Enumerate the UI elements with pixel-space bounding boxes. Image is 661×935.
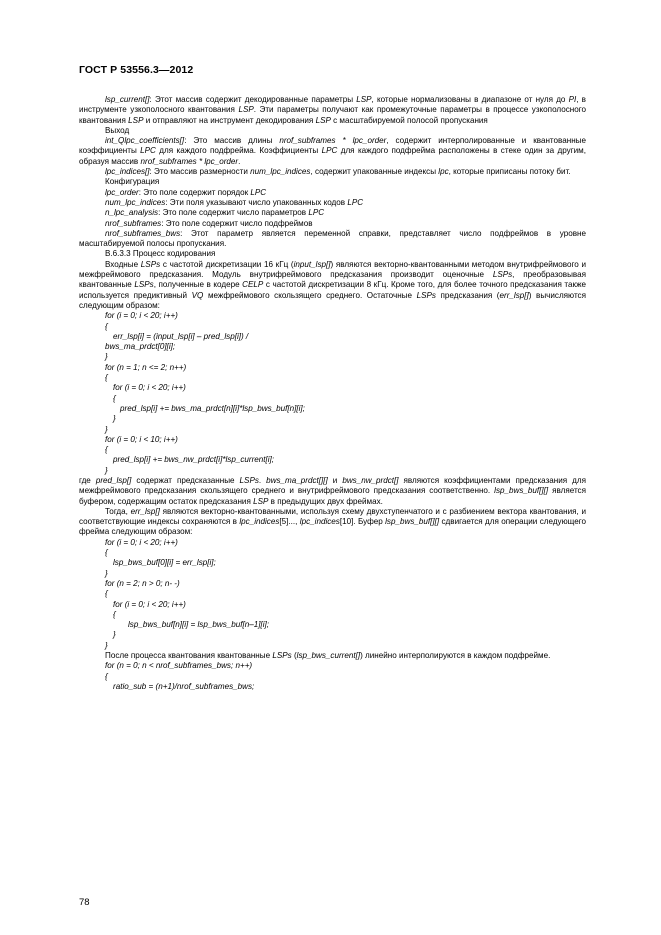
code-line: } [105,568,108,578]
paragraph: Тогда, err_lsp[] являются векторно-квантованными, используя схему двухступенчатого и с разбиением вектора квантования, и соответствующие индексы сохраняются в lpc_indices[5]..., lpc_indices[10]. Буфер lsp_bws_buf[][] сдвигается для операции следующего фрейма следующим образом: [79,506,587,537]
code-line: } [105,465,108,475]
code-line: lsp_bws_buf[0][i] = err_lsp[i]; [113,558,216,568]
code-line: for (i = 0; i < 20; i++) [105,537,178,547]
code-line: pred_lsp[i] += bws_nw_prdct[i]*lsp_current[i]; [113,455,275,465]
code-line: { [113,609,116,619]
code-line: } [113,414,116,424]
paragraph: lsp_current[]: Этот массив содержит декодированные параметры LSP, которые нормализованы в диапазоне от нуля до PI, в инструменте узкополосного квантования LSP. Эти параметры получают как промежуточные параметры в процессе узкополосного квантования LSP и отправляют на инструмент декодирования LSP с масштабируемой полосой пропускания [79,95,587,125]
page-number: 78 [79,897,90,908]
code-line: for (i = 0; i < 20; i++) [105,311,178,321]
code-line: } [105,352,108,362]
code-line: for (n = 1; n <= 2; n++) [105,362,187,372]
code-line: for (i = 0; i < 10; i++) [105,434,178,444]
paragraph: Конфигурация [105,177,160,187]
code-line: { [105,321,108,331]
code-line: { [105,671,108,681]
code-line: { [113,393,116,403]
code-line: ratio_sub = (n+1)/nrof_subframes_bws; [113,681,255,691]
paragraph: lpc_indices[]: Это массив размерности num_lpc_indices, содержит упакованные индексы lpc, которые приписаны потоку бит. [105,167,571,177]
code-line: for (n = 2; n > 0; n- -) [105,578,180,588]
code-line: { [105,445,108,455]
code-line: for (i = 0; i < 20; i++) [113,383,186,393]
document-header: ГОСТ Р 53556.3—2012 [79,64,194,76]
paragraph: num_lpc_indices: Эти поля указывают число упакованных кодов LPC [105,197,364,207]
code-line: { [105,373,108,383]
paragraph: В.6.3.3 Процесс кодирования [105,249,216,259]
code-line: { [105,589,108,599]
paragraph: где pred_lsp[] содержат предсказанные LSPs. bws_ma_prdct[][] и bws_nw_prdct[] являются коэффициентами предсказания для межфреймового предсказания скользящего среднего и внутрифреймового предсказания соответственно. lsp_bws_buf[][] является буфером, содержащим остаток предсказания LSP в предыдущих двух фреймах. [79,475,587,506]
document-body [79,95,586,692]
paragraph: int_Qlpc_coefficients[]: Это массив длины nrof_subframes * lpc_order, содержит интерполированные и квантованные коэффициенты LPC для каждого подфрейма. Коэффициенты LPC для каждого подфрейма расположены в стеке один за другим, образуя массив nrof_subframes * lpc_order. [79,136,587,166]
code-line: } [105,424,108,434]
code-line: } [113,630,116,640]
paragraph: Входные LSPs с частотой дискретизации 16 кГц (input_lsp[]) являются векторно-квантованными методом внутрифреймового и межфреймового предсказания. Модуль внутрифреймового предсказания производит оценочные LSPs, преобразовывая квантованные LSPs, полученные в кодере CELP с частотой дискретизации 8 кГц. Кроме того, для более точного предсказания также используется предиктивный VQ межфреймового скользящего среднего. Остаточные LSPs предсказания (err_lsp[]) вычисляются следующим образом: [79,259,586,310]
code-line: for (i = 0; i < 20; i++) [113,599,186,609]
paragraph: n_lpc_analysis: Это поле содержит число параметров LPC [105,208,325,218]
paragraph: nrof_subframes_bws: Этот параметр является переменной справки, представляет число подфреймов в уровне масштабируемой полосы пропускания. [79,228,586,249]
paragraph: Выход [105,125,130,135]
code-line: for (n = 0; n < nrof_subframes_bws; n++) [105,661,253,671]
code-line: } [105,640,108,650]
code-line: bws_ma_prdct[0][i]; [105,342,176,352]
code-line: pred_lsp[i] += bws_ma_prdct[n][i]*lsp_bws_buf[n][i]; [120,403,305,413]
paragraph: После процесса квантования квантованные LSPs (lsp_bws_current[]) линейно интерполируются в каждом подфрейме. [105,651,551,661]
paragraph: nrof_subframes: Это поле содержит число подфреймов [105,218,313,228]
code-line: lsp_bws_buf[n][i] = lsp_bws_buf[n–1][i]; [128,620,270,630]
paragraph: lpc_order: Это поле содержит порядок LPC [105,187,267,197]
code-line: err_lsp[i] = (input_lsp[i] – pred_lsp[i]) / [113,331,249,341]
code-line: { [105,548,108,558]
